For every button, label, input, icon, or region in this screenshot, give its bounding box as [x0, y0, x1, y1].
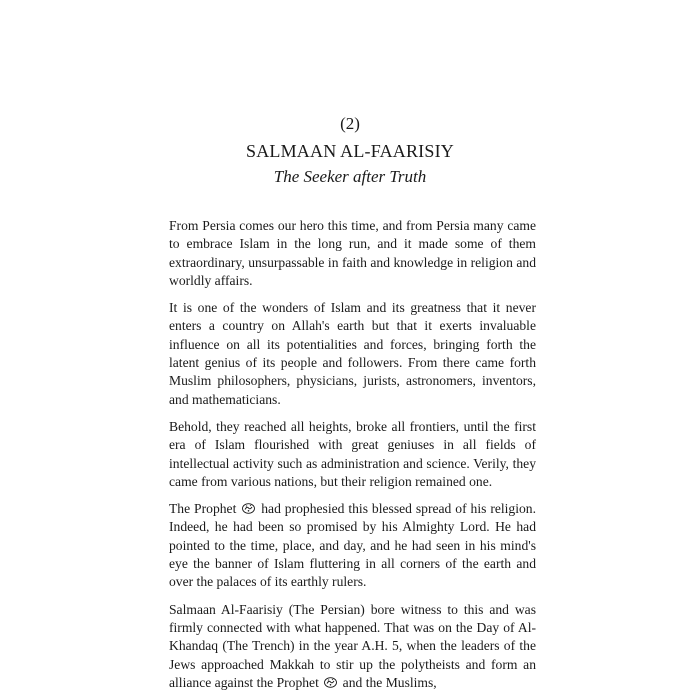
paragraph-5-start: Salmaan Al-Faarisiy (The Persian) bore witness to this and was firmly connected with what happened. That was on the Day of Al-Khandaq (The Trench) in the year A.H. 5, when the leaders of the Jews approached Makkah to stir up the polytheists and form an alliance against the Prophet: [169, 601, 536, 690]
paragraph-4: [169, 500, 536, 591]
paragraph-3: Behold, they reached all heights, broke all frontiers, until the first era of Islam flourished with great geniuses in all fields of intellectual activity such as administration and science. Verily, they came from various nations, but their religion remained one.: [169, 418, 536, 489]
paragraph-1: From Persia comes our hero this time, and from Persia many came to embrace Islam in the long run, and it made some of them extraordinary, unsurpassable in faith and knowledge in religion and worldly affairs.: [169, 218, 536, 288]
paragraph-5: [169, 601, 536, 692]
paragraph-5-end: and the Muslims,: [342, 674, 437, 690]
paragraph-4-end: had prophesied this blessed spread of his religion. Indeed, he had been so promised by his Almighty Lord. He had pointed to the time, place, and day, and he had seen in his mind's eye the banner of Islam fluttering in all corners of the earth and over the palaces of its earthly rulers.: [169, 501, 536, 590]
chapter-subtitle: The Seeker after Truth: [273, 167, 427, 186]
chapter-title: SALMAAN AL-FAARISIY: [246, 141, 454, 161]
paragraph-4-start: The Prophet: [169, 501, 237, 517]
salutation-icon: [242, 503, 255, 514]
chapter-body: [169, 217, 536, 692]
paragraph-2: It is one of the wonders of Islam and its greatness that it never enters a country on Allah's earth but that it exerts invaluable influence on all its potentialities and forces, bringing forth the latent genius of its people and followers. From there came forth Muslim philosophers, physicians, jurists, astronomers, inventors, and mathematicians.: [169, 300, 536, 407]
chapter-number: (2): [340, 114, 360, 133]
salutation-icon: [324, 677, 337, 688]
